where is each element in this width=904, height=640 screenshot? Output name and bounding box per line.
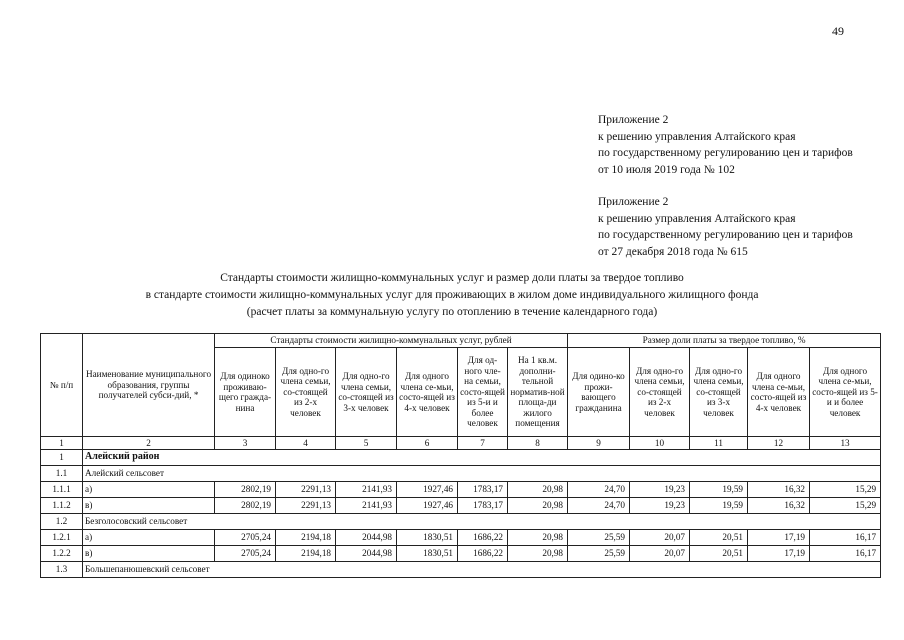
row-value: 2291,13 xyxy=(276,482,336,498)
row-value: 20,51 xyxy=(690,546,748,562)
subsection-row xyxy=(41,562,881,578)
row-value: 2705,24 xyxy=(215,530,276,546)
row-value: 1686,22 xyxy=(458,530,508,546)
row-value: 19,59 xyxy=(690,498,748,514)
row-value: 2141,93 xyxy=(336,498,397,514)
row-value: 20,07 xyxy=(630,546,690,562)
row-value: 2044,98 xyxy=(336,530,397,546)
header-col: Для одно-го члена семьи, со-стоящей из 3-х человек xyxy=(690,348,748,437)
header-col: Для одного члена се-мьи, состо-ящей из 5-и и более человек xyxy=(810,348,881,437)
row-value: 1783,17 xyxy=(458,498,508,514)
row-value: 2044,98 xyxy=(336,546,397,562)
column-number: 2 xyxy=(83,437,215,450)
title-line: в стандарте стоимости жилищно-коммунальных услуг для проживающих в жилом доме индивидуального жилищного фонда xyxy=(145,289,759,301)
row-value: 16,17 xyxy=(810,546,881,562)
row-value: 1783,17 xyxy=(458,482,508,498)
row-value: 19,23 xyxy=(630,498,690,514)
appendix-line: Приложение 2 xyxy=(598,114,669,126)
document-title xyxy=(40,270,864,321)
tariff-table xyxy=(40,333,881,578)
appendix-line: по государственному регулированию цен и тарифов xyxy=(598,229,853,241)
appendix-line: от 10 июля 2019 года № 102 xyxy=(598,163,735,176)
column-number: 10 xyxy=(630,437,690,450)
row-value: 19,59 xyxy=(690,482,748,498)
row-value: 19,23 xyxy=(630,482,690,498)
table-row xyxy=(41,498,881,514)
header-col: Для одного члена се-мьи, состо-ящей из 4-х человек xyxy=(748,348,810,437)
appendix-line: к решению управления Алтайского края xyxy=(598,130,796,143)
column-number: 5 xyxy=(336,437,397,450)
row-value: 24,70 xyxy=(568,498,630,514)
title-line: Стандарты стоимости жилищно-коммунальных услуг и размер доли платы за твердое топливо xyxy=(220,272,684,284)
row-value: 25,59 xyxy=(568,546,630,562)
row-value: 20,98 xyxy=(508,498,568,514)
header-col: Для одиноко проживаю-щего гражда-нина xyxy=(215,348,276,437)
row-value: 2802,19 xyxy=(215,482,276,498)
row-value: 17,19 xyxy=(748,546,810,562)
appendix-line: Приложение 2 xyxy=(598,196,669,208)
header-col: Для одно-го члена семьи, со-стоящей из 3-х человек xyxy=(336,348,397,437)
header-col: Для одного члена се-мьи, состо-ящей из 4-х человек xyxy=(397,348,458,437)
header-name: Наименование муниципального образования, группы получателей субси-дий, * xyxy=(83,334,215,437)
section-no: 1 xyxy=(41,450,83,466)
row-value: 16,32 xyxy=(748,482,810,498)
row-value: 2194,18 xyxy=(276,530,336,546)
column-number: 11 xyxy=(690,437,748,450)
appendix-previous xyxy=(598,194,853,260)
row-value: 20,51 xyxy=(690,530,748,546)
table-body xyxy=(41,450,881,578)
table-row xyxy=(41,546,881,562)
row-value: 24,70 xyxy=(568,482,630,498)
subsection-name: Алейский сельсовет xyxy=(83,466,881,482)
row-value: 2802,19 xyxy=(215,498,276,514)
title-line: (расчет платы за коммунальную услугу по отоплению в течение календарного года) xyxy=(246,306,658,318)
row-value: 20,98 xyxy=(508,482,568,498)
row-value: 16,32 xyxy=(748,498,810,514)
row-value: 1927,46 xyxy=(397,498,458,514)
page-number: 49 xyxy=(832,24,844,38)
appendix-current xyxy=(598,112,853,178)
row-no: 1.2.1 xyxy=(41,530,83,546)
row-value: 1830,51 xyxy=(397,546,458,562)
row-value: 17,19 xyxy=(748,530,810,546)
appendix-line: от 27 декабря 2018 года № 615 xyxy=(598,245,748,258)
appendix-line: по государственному регулированию цен и тарифов xyxy=(598,147,853,159)
column-number: 6 xyxy=(397,437,458,450)
header-no: № п/п xyxy=(41,334,83,437)
row-value: 1686,22 xyxy=(458,546,508,562)
column-number: 1 xyxy=(41,437,83,450)
row-group: а) xyxy=(83,530,215,546)
subsection-row xyxy=(41,514,881,530)
header-col: На 1 кв.м. дополни-тельной норматив-ной площа-ди жилого помещения xyxy=(508,348,568,437)
row-value: 20,07 xyxy=(630,530,690,546)
row-value: 2194,18 xyxy=(276,546,336,562)
table-row xyxy=(41,530,881,546)
header-col: Для одно-го члена семьи, со-стоящей из 2-х человек xyxy=(276,348,336,437)
row-group: в) xyxy=(83,546,215,562)
subsection-name: Большепанюшевский сельсовет xyxy=(83,562,881,578)
section-name: Алейский район xyxy=(83,450,881,466)
row-group: в) xyxy=(83,498,215,514)
column-number: 12 xyxy=(748,437,810,450)
column-number: 4 xyxy=(276,437,336,450)
row-value: 2291,13 xyxy=(276,498,336,514)
header-col: Для од-ного чле-на семьи, состо-ящей из 5-и и более человек xyxy=(458,348,508,437)
row-value: 15,29 xyxy=(810,498,881,514)
row-value: 16,17 xyxy=(810,530,881,546)
row-value: 1830,51 xyxy=(397,530,458,546)
row-no: 1.1.2 xyxy=(41,498,83,514)
header-col: Для одино-ко прожи-вающего гражданина xyxy=(568,348,630,437)
row-value: 20,98 xyxy=(508,546,568,562)
appendix-line: к решению управления Алтайского края xyxy=(598,212,796,225)
column-number: 3 xyxy=(215,437,276,450)
subsection-no: 1.2 xyxy=(41,514,83,530)
row-no: 1.2.2 xyxy=(41,546,83,562)
row-no: 1.1.1 xyxy=(41,482,83,498)
column-number: 8 xyxy=(508,437,568,450)
row-value: 15,29 xyxy=(810,482,881,498)
column-number: 9 xyxy=(568,437,630,450)
row-value: 1927,46 xyxy=(397,482,458,498)
header-group-standards: Стандарты стоимости жилищно-коммунальных услуг, рублей xyxy=(215,334,568,348)
subsection-no: 1.1 xyxy=(41,466,83,482)
column-numbers-row xyxy=(41,437,881,450)
table-row xyxy=(41,482,881,498)
row-value: 2141,93 xyxy=(336,482,397,498)
header-col: Для одно-го члена семьи, со-стоящей из 2-х человек xyxy=(630,348,690,437)
subsection-no: 1.3 xyxy=(41,562,83,578)
section-row xyxy=(41,450,881,466)
header-group-share: Размер доли платы за твердое топливо, % xyxy=(568,334,881,348)
row-value: 20,98 xyxy=(508,530,568,546)
subsection-name: Безголосовский сельсовет xyxy=(83,514,881,530)
row-value: 25,59 xyxy=(568,530,630,546)
subsection-row xyxy=(41,466,881,482)
column-number: 13 xyxy=(810,437,881,450)
row-value: 2705,24 xyxy=(215,546,276,562)
row-group: а) xyxy=(83,482,215,498)
column-number: 7 xyxy=(458,437,508,450)
